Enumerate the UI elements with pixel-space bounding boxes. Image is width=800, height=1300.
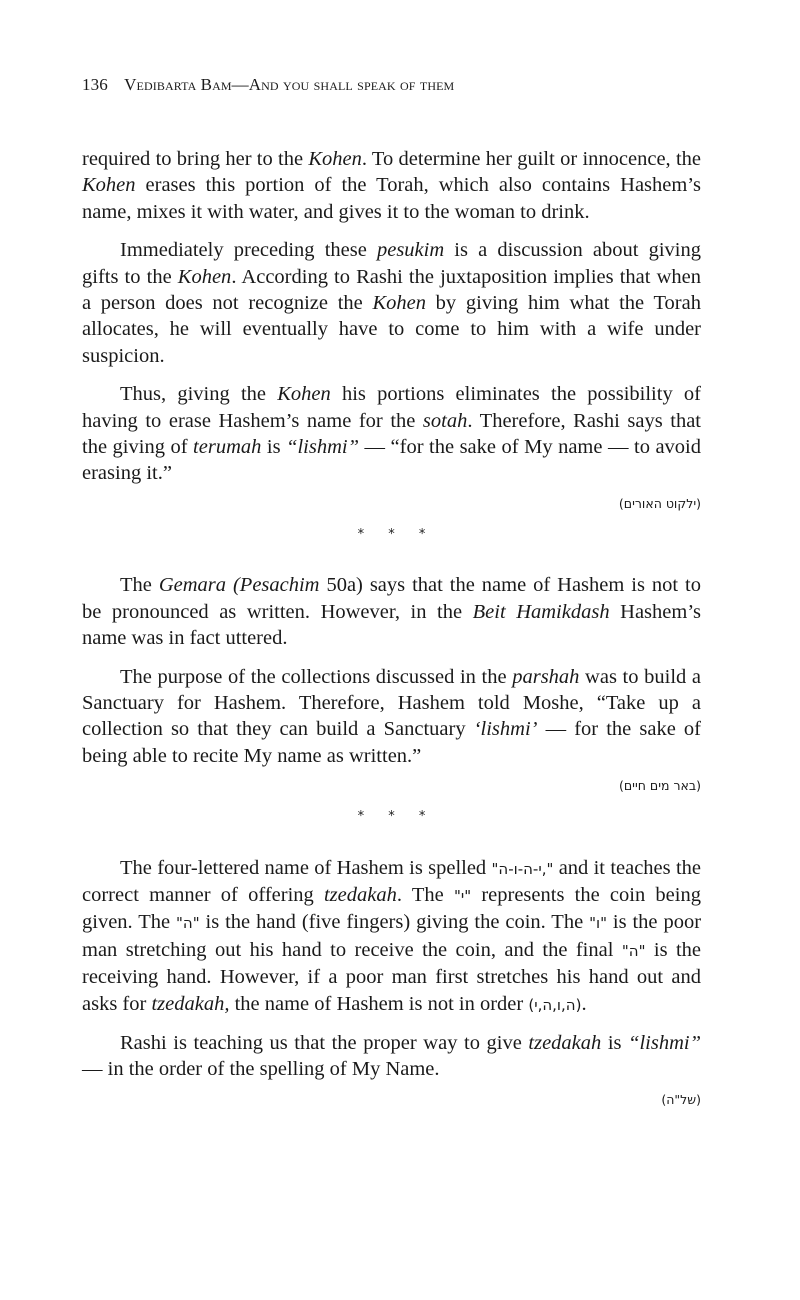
italic-term: tzedakah, — [151, 992, 230, 1015]
paragraph: The Gemara (Pesachim 50a) says that the name of Hashem is not to be pronounced as written. However, in the Beit Hamikdash Hashem’s name was in fact uttered. — [82, 574, 701, 650]
hebrew-letters: "י-ה-ו-ה," — [491, 859, 554, 878]
italic-term: Beit Hamikdash — [472, 600, 610, 623]
section-2 — [82, 572, 701, 830]
italic-term: Kohen — [372, 292, 426, 315]
italic-term: sotah — [422, 409, 468, 432]
paragraph: required to bring her to the Kohen. To determine her guilt or innocence, the Kohen erases this portion of the Torah, which also contains Hashem’s name, mixes it with water, and gives it to the woman to drink. — [82, 148, 701, 223]
hebrew-letters: "ו" — [589, 914, 607, 933]
hebrew-letters: "י" — [453, 886, 472, 905]
italic-term: terumah — [193, 436, 262, 459]
hebrew-letters: "ה" — [176, 914, 200, 933]
italic-term: Gemara (Pesachim — [158, 574, 320, 597]
section-1 — [82, 146, 701, 548]
hebrew-letters: (ה,ו,ה,י) — [528, 995, 582, 1014]
body-text — [82, 146, 701, 1108]
paragraph: Rashi is teaching us that the proper way to give tzedakah is “lishmi” — in the order of the spelling of My Name. — [82, 1031, 701, 1081]
section-3 — [82, 855, 701, 1108]
italic-term: “lishmi” — [286, 436, 359, 459]
paragraph: The four-lettered name of Hashem is spelled "י-ה-ו-ה," and it teaches the correct manner of offering tzedakah. The "י" represents the coin being given. The "ה" is the hand (five fingers) giving the coin. The "ו" is the poor man stretching out his hand to receive the coin, and the final "ה" is the receiving hand. However, if a poor man first stretches his hand out and asks for tzedakah, the name of Hashem is not in order (ה,ו,ה,י). — [82, 856, 702, 1015]
italic-term: Kohen — [82, 174, 136, 197]
italic-term: Kohen — [277, 383, 331, 406]
italic-term: tzedakah — [323, 883, 397, 906]
paragraph: The purpose of the collections discussed in the parshah was to build a Sanctuary for Hashem. Therefore, Hashem told Moshe, “Take up a collection so that they can build a Sanctuary ‘lishmi’ — for the sake of being able to recite My name as written.” — [82, 665, 702, 767]
running-head — [82, 75, 454, 95]
source-citation: (של"ה) — [661, 1091, 701, 1107]
source-citation: (באר מים חיים) — [619, 778, 701, 794]
page-number: 136 — [82, 75, 108, 94]
italic-term: parshah — [512, 665, 580, 688]
italic-term: Kohen — [308, 148, 362, 170]
source-citation: (ילקוט האורים) — [618, 495, 701, 511]
section-separator: * * * — [357, 809, 436, 825]
running-title: Vedibarta Bam—And you shall speak of them — [124, 75, 455, 94]
section-separator: * * * — [357, 526, 436, 542]
paragraph: Immediately preceding these pesukim is a discussion about giving gifts to the Kohen. According to Rashi the juxtaposition implies that when a person does not recognize the Kohen by giving him what the Torah allocates, he will eventually have to come to him with a wife under suspicion. — [82, 239, 701, 367]
italic-term: ‘lishmi’ — [473, 718, 538, 741]
italic-term: Kohen — [177, 265, 232, 288]
italic-term: pesukim — [376, 239, 445, 262]
hebrew-letters: "ה" — [621, 941, 646, 960]
italic-term: tzedakah — [528, 1031, 602, 1054]
italic-term: “lishmi” — [628, 1031, 701, 1054]
paragraph: Thus, giving the Kohen his portions eliminates the possibility of having to erase Hashem’s name for the sotah. Therefore, Rashi says that the giving of terumah is “lishmi” — “for the sake of My name — to avoid erasing it.” — [82, 383, 701, 485]
